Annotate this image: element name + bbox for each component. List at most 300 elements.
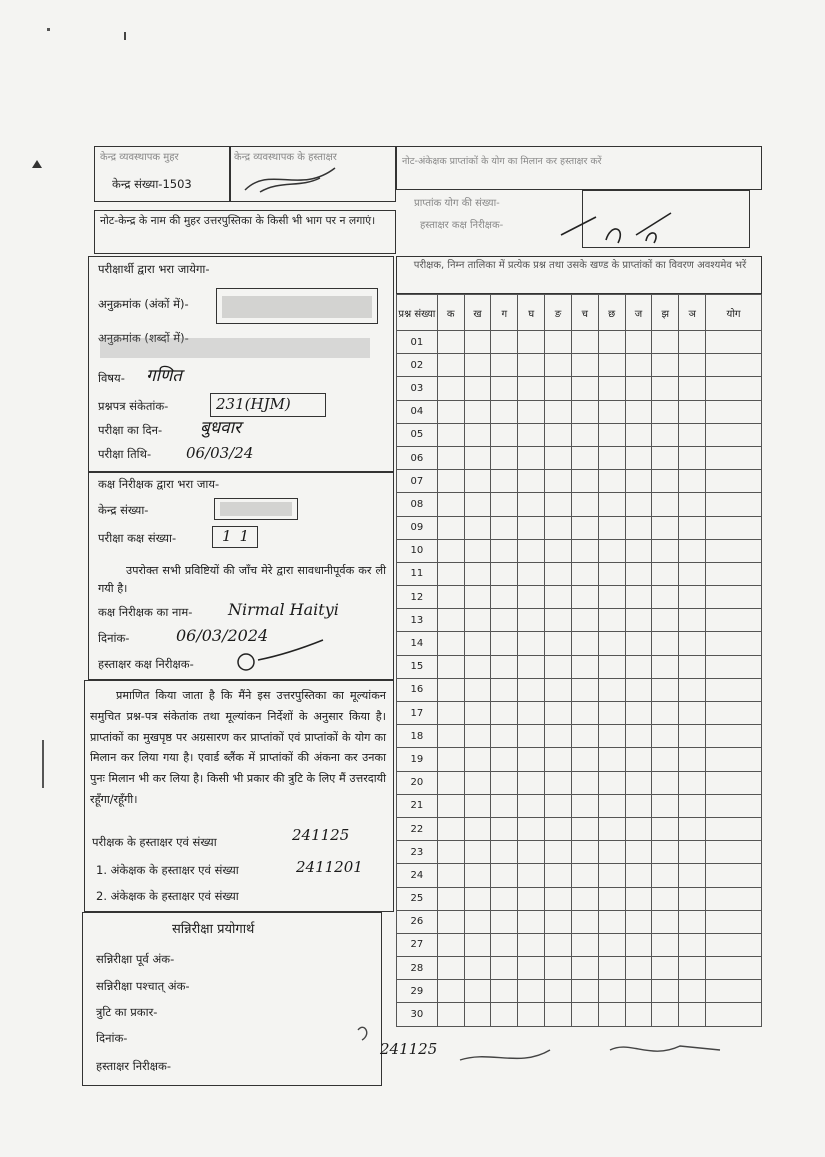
- marks-cell[interactable]: [652, 562, 679, 585]
- marks-cell[interactable]: [437, 493, 464, 516]
- marks-cell[interactable]: [571, 562, 598, 585]
- marks-cell[interactable]: [571, 377, 598, 400]
- marks-cell[interactable]: [679, 539, 706, 562]
- marks-cell[interactable]: [545, 377, 572, 400]
- marks-cell[interactable]: [598, 957, 625, 980]
- marks-cell[interactable]: [491, 609, 518, 632]
- marks-cell[interactable]: [598, 887, 625, 910]
- marks-cell[interactable]: [598, 400, 625, 423]
- marks-cell[interactable]: [518, 562, 545, 585]
- marks-cell[interactable]: [545, 446, 572, 469]
- marks-cell[interactable]: [679, 933, 706, 956]
- marks-cell[interactable]: [625, 933, 652, 956]
- marks-cell[interactable]: [437, 609, 464, 632]
- marks-cell[interactable]: [679, 516, 706, 539]
- marks-cell[interactable]: [679, 794, 706, 817]
- marks-cell[interactable]: [518, 331, 545, 354]
- marks-cell[interactable]: [545, 794, 572, 817]
- marks-cell[interactable]: [571, 586, 598, 609]
- marks-cell[interactable]: [625, 1003, 652, 1026]
- marks-cell[interactable]: [706, 817, 762, 840]
- marks-cell[interactable]: [518, 586, 545, 609]
- marks-cell[interactable]: [706, 423, 762, 446]
- marks-cell[interactable]: [437, 980, 464, 1003]
- marks-cell[interactable]: [571, 933, 598, 956]
- marks-cell[interactable]: [437, 678, 464, 701]
- marks-cell[interactable]: [652, 632, 679, 655]
- marks-cell[interactable]: [464, 446, 491, 469]
- marks-cell[interactable]: [625, 609, 652, 632]
- marks-cell[interactable]: [518, 539, 545, 562]
- marks-cell[interactable]: [464, 957, 491, 980]
- marks-cell[interactable]: [464, 423, 491, 446]
- marks-cell[interactable]: [464, 1003, 491, 1026]
- marks-cell[interactable]: [652, 377, 679, 400]
- marks-cell[interactable]: [464, 702, 491, 725]
- marks-cell[interactable]: [679, 887, 706, 910]
- marks-cell[interactable]: [652, 702, 679, 725]
- marks-cell[interactable]: [437, 539, 464, 562]
- marks-cell[interactable]: [491, 887, 518, 910]
- marks-cell[interactable]: [706, 771, 762, 794]
- marks-cell[interactable]: [571, 702, 598, 725]
- marks-cell[interactable]: [491, 632, 518, 655]
- marks-cell[interactable]: [598, 817, 625, 840]
- marks-cell[interactable]: [491, 841, 518, 864]
- marks-cell[interactable]: [652, 794, 679, 817]
- marks-cell[interactable]: [625, 748, 652, 771]
- marks-cell[interactable]: [652, 771, 679, 794]
- marks-cell[interactable]: [464, 771, 491, 794]
- marks-cell[interactable]: [571, 446, 598, 469]
- marks-cell[interactable]: [491, 400, 518, 423]
- marks-cell[interactable]: [437, 354, 464, 377]
- marks-cell[interactable]: [437, 562, 464, 585]
- marks-cell[interactable]: [679, 377, 706, 400]
- marks-cell[interactable]: [518, 841, 545, 864]
- marks-cell[interactable]: [679, 748, 706, 771]
- marks-cell[interactable]: [464, 609, 491, 632]
- marks-cell[interactable]: [598, 609, 625, 632]
- marks-cell[interactable]: [625, 493, 652, 516]
- marks-cell[interactable]: [679, 400, 706, 423]
- marks-cell[interactable]: [437, 771, 464, 794]
- marks-cell[interactable]: [545, 423, 572, 446]
- marks-cell[interactable]: [652, 493, 679, 516]
- marks-cell[interactable]: [625, 794, 652, 817]
- marks-cell[interactable]: [437, 748, 464, 771]
- marks-cell[interactable]: [706, 910, 762, 933]
- marks-cell[interactable]: [545, 516, 572, 539]
- marks-cell[interactable]: [679, 702, 706, 725]
- marks-cell[interactable]: [491, 331, 518, 354]
- marks-cell[interactable]: [518, 678, 545, 701]
- marks-cell[interactable]: [598, 841, 625, 864]
- marks-cell[interactable]: [598, 933, 625, 956]
- marks-cell[interactable]: [545, 980, 572, 1003]
- marks-cell[interactable]: [491, 864, 518, 887]
- marks-cell[interactable]: [491, 748, 518, 771]
- marks-cell[interactable]: [464, 817, 491, 840]
- marks-cell[interactable]: [706, 331, 762, 354]
- marks-cell[interactable]: [598, 771, 625, 794]
- marks-cell[interactable]: [625, 354, 652, 377]
- marks-cell[interactable]: [625, 423, 652, 446]
- marks-cell[interactable]: [706, 933, 762, 956]
- marks-cell[interactable]: [679, 980, 706, 1003]
- marks-cell[interactable]: [679, 562, 706, 585]
- marks-cell[interactable]: [437, 910, 464, 933]
- marks-cell[interactable]: [625, 377, 652, 400]
- marks-cell[interactable]: [491, 539, 518, 562]
- marks-cell[interactable]: [437, 423, 464, 446]
- marks-cell[interactable]: [571, 516, 598, 539]
- marks-cell[interactable]: [491, 586, 518, 609]
- marks-cell[interactable]: [679, 864, 706, 887]
- marks-cell[interactable]: [571, 910, 598, 933]
- marks-cell[interactable]: [491, 354, 518, 377]
- marks-cell[interactable]: [571, 423, 598, 446]
- marks-cell[interactable]: [464, 678, 491, 701]
- marks-cell[interactable]: [706, 539, 762, 562]
- marks-cell[interactable]: [571, 817, 598, 840]
- marks-cell[interactable]: [545, 354, 572, 377]
- marks-cell[interactable]: [706, 446, 762, 469]
- marks-cell[interactable]: [437, 725, 464, 748]
- marks-cell[interactable]: [464, 331, 491, 354]
- marks-cell[interactable]: [571, 957, 598, 980]
- marks-cell[interactable]: [571, 539, 598, 562]
- marks-cell[interactable]: [571, 887, 598, 910]
- marks-cell[interactable]: [437, 957, 464, 980]
- marks-cell[interactable]: [437, 794, 464, 817]
- marks-cell[interactable]: [545, 817, 572, 840]
- marks-cell[interactable]: [437, 817, 464, 840]
- marks-cell[interactable]: [679, 470, 706, 493]
- marks-cell[interactable]: [518, 910, 545, 933]
- marks-cell[interactable]: [518, 632, 545, 655]
- marks-cell[interactable]: [491, 678, 518, 701]
- marks-cell[interactable]: [437, 400, 464, 423]
- marks-cell[interactable]: [545, 655, 572, 678]
- marks-cell[interactable]: [706, 1003, 762, 1026]
- marks-cell[interactable]: [464, 841, 491, 864]
- marks-cell[interactable]: [491, 702, 518, 725]
- marks-cell[interactable]: [518, 794, 545, 817]
- marks-cell[interactable]: [706, 354, 762, 377]
- marks-cell[interactable]: [706, 516, 762, 539]
- marks-cell[interactable]: [518, 1003, 545, 1026]
- marks-cell[interactable]: [464, 864, 491, 887]
- marks-cell[interactable]: [518, 957, 545, 980]
- marks-cell[interactable]: [652, 817, 679, 840]
- marks-cell[interactable]: [545, 493, 572, 516]
- marks-cell[interactable]: [571, 1003, 598, 1026]
- marks-cell[interactable]: [598, 725, 625, 748]
- marks-cell[interactable]: [545, 586, 572, 609]
- marks-cell[interactable]: [679, 354, 706, 377]
- marks-cell[interactable]: [625, 817, 652, 840]
- marks-cell[interactable]: [464, 354, 491, 377]
- marks-cell[interactable]: [706, 841, 762, 864]
- marks-cell[interactable]: [464, 910, 491, 933]
- marks-cell[interactable]: [706, 702, 762, 725]
- marks-cell[interactable]: [625, 702, 652, 725]
- marks-cell[interactable]: [518, 817, 545, 840]
- marks-cell[interactable]: [652, 841, 679, 864]
- marks-cell[interactable]: [491, 933, 518, 956]
- marks-cell[interactable]: [679, 957, 706, 980]
- marks-cell[interactable]: [518, 980, 545, 1003]
- marks-cell[interactable]: [491, 817, 518, 840]
- marks-cell[interactable]: [571, 609, 598, 632]
- marks-cell[interactable]: [491, 446, 518, 469]
- marks-cell[interactable]: [706, 980, 762, 1003]
- marks-cell[interactable]: [491, 470, 518, 493]
- marks-cell[interactable]: [545, 957, 572, 980]
- marks-cell[interactable]: [518, 470, 545, 493]
- marks-cell[interactable]: [491, 377, 518, 400]
- marks-cell[interactable]: [545, 771, 572, 794]
- marks-cell[interactable]: [679, 446, 706, 469]
- marks-cell[interactable]: [491, 910, 518, 933]
- marks-cell[interactable]: [598, 864, 625, 887]
- marks-cell[interactable]: [464, 887, 491, 910]
- marks-cell[interactable]: [571, 655, 598, 678]
- marks-cell[interactable]: [571, 632, 598, 655]
- marks-cell[interactable]: [652, 331, 679, 354]
- marks-cell[interactable]: [625, 771, 652, 794]
- marks-cell[interactable]: [518, 516, 545, 539]
- marks-cell[interactable]: [625, 980, 652, 1003]
- marks-cell[interactable]: [571, 794, 598, 817]
- marks-cell[interactable]: [571, 331, 598, 354]
- marks-cell[interactable]: [706, 725, 762, 748]
- marks-cell[interactable]: [625, 562, 652, 585]
- marks-cell[interactable]: [625, 957, 652, 980]
- marks-cell[interactable]: [518, 377, 545, 400]
- marks-cell[interactable]: [545, 910, 572, 933]
- marks-cell[interactable]: [706, 632, 762, 655]
- marks-cell[interactable]: [545, 470, 572, 493]
- marks-cell[interactable]: [598, 470, 625, 493]
- marks-cell[interactable]: [706, 470, 762, 493]
- marks-cell[interactable]: [437, 446, 464, 469]
- marks-cell[interactable]: [437, 702, 464, 725]
- marks-cell[interactable]: [706, 655, 762, 678]
- marks-cell[interactable]: [437, 516, 464, 539]
- marks-cell[interactable]: [652, 725, 679, 748]
- marks-cell[interactable]: [652, 470, 679, 493]
- marks-cell[interactable]: [571, 980, 598, 1003]
- marks-cell[interactable]: [545, 562, 572, 585]
- marks-cell[interactable]: [545, 841, 572, 864]
- marks-cell[interactable]: [518, 887, 545, 910]
- marks-cell[interactable]: [545, 725, 572, 748]
- marks-cell[interactable]: [464, 586, 491, 609]
- marks-cell[interactable]: [625, 516, 652, 539]
- marks-cell[interactable]: [518, 933, 545, 956]
- marks-cell[interactable]: [706, 957, 762, 980]
- marks-cell[interactable]: [652, 423, 679, 446]
- marks-cell[interactable]: [437, 1003, 464, 1026]
- marks-cell[interactable]: [598, 980, 625, 1003]
- marks-cell[interactable]: [464, 632, 491, 655]
- marks-cell[interactable]: [491, 957, 518, 980]
- marks-cell[interactable]: [679, 423, 706, 446]
- marks-cell[interactable]: [464, 562, 491, 585]
- marks-cell[interactable]: [571, 864, 598, 887]
- marks-cell[interactable]: [437, 331, 464, 354]
- marks-cell[interactable]: [679, 655, 706, 678]
- marks-cell[interactable]: [679, 586, 706, 609]
- marks-cell[interactable]: [679, 841, 706, 864]
- marks-cell[interactable]: [625, 400, 652, 423]
- marks-cell[interactable]: [518, 655, 545, 678]
- marks-cell[interactable]: [679, 609, 706, 632]
- marks-cell[interactable]: [464, 655, 491, 678]
- marks-cell[interactable]: [706, 678, 762, 701]
- marks-cell[interactable]: [598, 1003, 625, 1026]
- marks-cell[interactable]: [706, 748, 762, 771]
- marks-cell[interactable]: [545, 864, 572, 887]
- marks-cell[interactable]: [464, 748, 491, 771]
- marks-cell[interactable]: [437, 586, 464, 609]
- marks-cell[interactable]: [491, 794, 518, 817]
- marks-cell[interactable]: [545, 702, 572, 725]
- marks-cell[interactable]: [464, 539, 491, 562]
- marks-cell[interactable]: [625, 470, 652, 493]
- marks-cell[interactable]: [518, 354, 545, 377]
- marks-cell[interactable]: [545, 887, 572, 910]
- marks-cell[interactable]: [625, 841, 652, 864]
- marks-cell[interactable]: [652, 678, 679, 701]
- marks-cell[interactable]: [652, 910, 679, 933]
- marks-cell[interactable]: [437, 377, 464, 400]
- marks-cell[interactable]: [652, 864, 679, 887]
- marks-cell[interactable]: [545, 331, 572, 354]
- marks-cell[interactable]: [598, 354, 625, 377]
- marks-cell[interactable]: [598, 678, 625, 701]
- marks-cell[interactable]: [571, 841, 598, 864]
- marks-cell[interactable]: [598, 539, 625, 562]
- marks-cell[interactable]: [706, 562, 762, 585]
- marks-cell[interactable]: [571, 493, 598, 516]
- marks-cell[interactable]: [464, 794, 491, 817]
- marks-cell[interactable]: [518, 423, 545, 446]
- marks-cell[interactable]: [652, 980, 679, 1003]
- marks-cell[interactable]: [571, 771, 598, 794]
- marks-cell[interactable]: [652, 400, 679, 423]
- marks-cell[interactable]: [652, 354, 679, 377]
- marks-cell[interactable]: [464, 933, 491, 956]
- marks-cell[interactable]: [679, 493, 706, 516]
- marks-cell[interactable]: [598, 377, 625, 400]
- marks-cell[interactable]: [706, 794, 762, 817]
- marks-cell[interactable]: [598, 446, 625, 469]
- marks-cell[interactable]: [598, 655, 625, 678]
- marks-cell[interactable]: [625, 586, 652, 609]
- marks-cell[interactable]: [518, 771, 545, 794]
- marks-cell[interactable]: [545, 1003, 572, 1026]
- marks-cell[interactable]: [679, 632, 706, 655]
- marks-cell[interactable]: [491, 423, 518, 446]
- marks-cell[interactable]: [706, 400, 762, 423]
- marks-cell[interactable]: [464, 516, 491, 539]
- marks-cell[interactable]: [437, 864, 464, 887]
- marks-cell[interactable]: [491, 980, 518, 1003]
- marks-cell[interactable]: [625, 725, 652, 748]
- marks-cell[interactable]: [652, 609, 679, 632]
- marks-cell[interactable]: [598, 331, 625, 354]
- marks-cell[interactable]: [598, 748, 625, 771]
- marks-cell[interactable]: [571, 725, 598, 748]
- marks-cell[interactable]: [518, 493, 545, 516]
- marks-cell[interactable]: [652, 516, 679, 539]
- marks-cell[interactable]: [518, 400, 545, 423]
- marks-cell[interactable]: [652, 887, 679, 910]
- marks-cell[interactable]: [652, 655, 679, 678]
- marks-cell[interactable]: [625, 331, 652, 354]
- marks-cell[interactable]: [652, 748, 679, 771]
- marks-cell[interactable]: [625, 655, 652, 678]
- marks-cell[interactable]: [706, 377, 762, 400]
- marks-cell[interactable]: [437, 933, 464, 956]
- marks-cell[interactable]: [491, 493, 518, 516]
- marks-cell[interactable]: [545, 609, 572, 632]
- marks-cell[interactable]: [706, 887, 762, 910]
- marks-cell[interactable]: [545, 400, 572, 423]
- marks-cell[interactable]: [598, 586, 625, 609]
- marks-cell[interactable]: [706, 586, 762, 609]
- marks-cell[interactable]: [652, 933, 679, 956]
- marks-cell[interactable]: [679, 1003, 706, 1026]
- marks-cell[interactable]: [518, 702, 545, 725]
- marks-cell[interactable]: [545, 678, 572, 701]
- marks-cell[interactable]: [491, 1003, 518, 1026]
- marks-cell[interactable]: [518, 864, 545, 887]
- marks-cell[interactable]: [598, 423, 625, 446]
- marks-cell[interactable]: [464, 493, 491, 516]
- marks-cell[interactable]: [679, 725, 706, 748]
- marks-cell[interactable]: [679, 910, 706, 933]
- marks-cell[interactable]: [571, 678, 598, 701]
- marks-cell[interactable]: [491, 771, 518, 794]
- marks-cell[interactable]: [625, 678, 652, 701]
- marks-cell[interactable]: [545, 748, 572, 771]
- marks-cell[interactable]: [437, 887, 464, 910]
- marks-cell[interactable]: [518, 609, 545, 632]
- marks-cell[interactable]: [652, 1003, 679, 1026]
- marks-cell[interactable]: [598, 632, 625, 655]
- marks-cell[interactable]: [518, 446, 545, 469]
- marks-cell[interactable]: [625, 446, 652, 469]
- marks-cell[interactable]: [679, 331, 706, 354]
- marks-cell[interactable]: [679, 817, 706, 840]
- marks-cell[interactable]: [571, 748, 598, 771]
- marks-cell[interactable]: [571, 354, 598, 377]
- marks-cell[interactable]: [437, 655, 464, 678]
- marks-cell[interactable]: [598, 516, 625, 539]
- marks-cell[interactable]: [545, 539, 572, 562]
- marks-cell[interactable]: [706, 864, 762, 887]
- marks-cell[interactable]: [652, 957, 679, 980]
- marks-cell[interactable]: [464, 980, 491, 1003]
- marks-cell[interactable]: [679, 771, 706, 794]
- marks-cell[interactable]: [464, 470, 491, 493]
- marks-cell[interactable]: [625, 864, 652, 887]
- marks-cell[interactable]: [437, 470, 464, 493]
